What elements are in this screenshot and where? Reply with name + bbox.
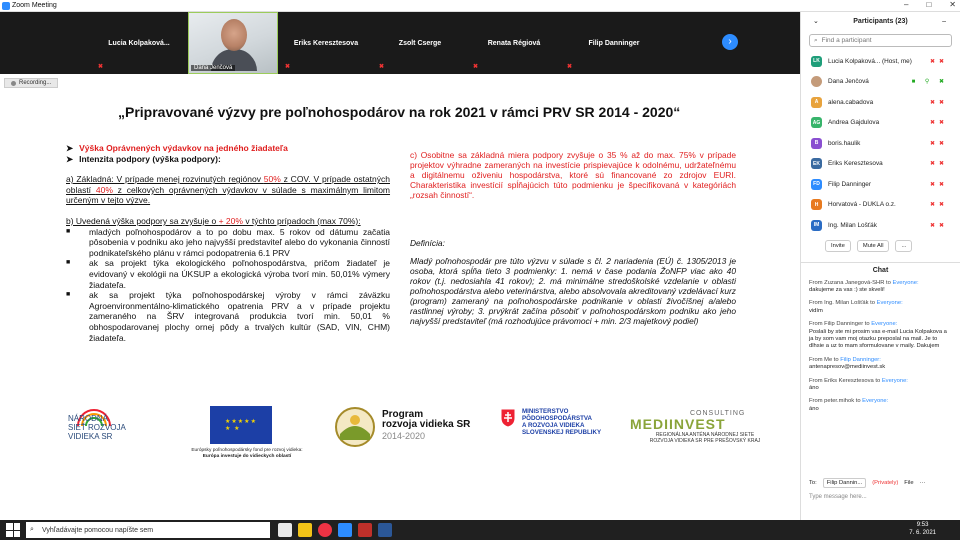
tile-name: Dana Jenčová xyxy=(191,65,235,71)
bullet-icon: ➤ xyxy=(66,143,74,153)
paragraph-b: b) Uvedená výška podpory sa zvyšuje o + 20% v týchto prípadoch (max 70%): xyxy=(66,215,361,226)
file-button[interactable]: File xyxy=(904,480,914,486)
avatar: B xyxy=(811,138,822,149)
search-icon: ⌕ xyxy=(814,36,818,44)
participant-row[interactable]: IM Ing. Milan Lošťák ✖✖ xyxy=(801,215,960,236)
paragraph-c: c) Osobitne sa základná miera podpory zvyšuje o 35 % až do max. 75% v prípade projektov výhradne zameraných na investície prispievajúce k odolnému, udržateľnému a digitálnemu oživeniu hospodárstva, ktoré sú financované zo zdrojov EURI. Charakteristika investícií spĺňajúcich túto podmienku je špecifikovaná v kategóriách „rozsah činností“. xyxy=(410,150,736,200)
eu-flag-icon: ★★★★★ ★ ★ xyxy=(210,406,272,444)
bullet-text: Výška Oprávnených výdavkov na jedného žiadateľa xyxy=(79,143,288,153)
muted-icons: ✖✖ xyxy=(929,99,948,106)
maximize-icon[interactable]: □ xyxy=(926,0,932,9)
zoom-logo-icon xyxy=(2,2,10,10)
muted-icons: ✖✖ xyxy=(929,58,948,65)
taskbar-clock[interactable]: 9:53 7. 6. 2021 xyxy=(909,522,936,536)
video-strip xyxy=(0,12,800,74)
muted-icons: ✖✖ xyxy=(929,120,948,127)
muted-icons: ✖✖ xyxy=(929,161,948,168)
participant-actions xyxy=(801,240,960,252)
increase-list xyxy=(66,227,390,344)
participant-row[interactable]: LK Lucia Kolpaková... (Host, me) ✖✖ xyxy=(801,51,960,72)
record-icon xyxy=(11,81,16,86)
tile-lucia[interactable] xyxy=(95,12,183,74)
muted-icons: ✖✖ xyxy=(929,202,948,209)
avatar xyxy=(811,76,822,87)
mic-muted-icon: ✖ xyxy=(285,64,291,70)
muted-icons: ✖✖ xyxy=(929,140,948,147)
chat-message: From Me to Filip Danninger: antenapresov@mediinvest.sk xyxy=(809,356,886,371)
close-icon[interactable]: ✕ xyxy=(949,0,956,9)
tile-zsolt[interactable] xyxy=(376,12,464,74)
minimize-icon[interactable]: – xyxy=(904,0,909,9)
title-bar xyxy=(0,0,960,12)
avatar: A xyxy=(811,97,822,108)
avatar: EK xyxy=(811,158,822,169)
task-view-icon[interactable] xyxy=(278,523,292,537)
slovak-coat-of-arms-icon xyxy=(500,408,516,428)
chat-message: From Ing. Milan Lošťák to Everyone: vidím xyxy=(809,300,903,314)
mic-muted-icon: ✖ xyxy=(473,64,479,70)
tile-name: Zsolt Cserge xyxy=(398,39,442,47)
more-button[interactable]: ... xyxy=(895,240,912,252)
window-title: Zoom Meeting xyxy=(12,2,57,9)
mic-muted-icon: ✖ xyxy=(567,64,573,70)
chat-header: Chat xyxy=(801,262,960,278)
participant-row[interactable]: B boris.haulik ✖✖ xyxy=(801,133,960,154)
slide-right-column xyxy=(410,150,736,326)
recording-indicator[interactable]: Recording... xyxy=(4,78,58,88)
participant-row[interactable]: FD Filip Danninger ✖✖ xyxy=(801,174,960,195)
participant-row[interactable]: AG Andrea Gajdulova ✖✖ xyxy=(812,119,948,127)
invite-button[interactable]: Invite xyxy=(825,240,851,252)
chevron-down-icon[interactable]: ⌄ xyxy=(813,18,819,25)
bullet-icon: ➤ xyxy=(66,153,74,164)
windows-start-icon[interactable] xyxy=(6,523,20,537)
avatar: LK xyxy=(811,56,822,67)
avatar: FD xyxy=(811,179,822,190)
tile-renata[interactable] xyxy=(470,12,558,74)
tile-name: Eriks Keresztesova xyxy=(293,39,359,47)
participant-row[interactable]: A alena.cabadova ✖✖ xyxy=(801,92,960,113)
avatar: AG xyxy=(811,117,822,128)
mic-muted-icon: ✖ xyxy=(379,64,385,70)
chat-recipient: To: Filip Dannin... (Privately) File ··· xyxy=(809,480,926,486)
recipient-select[interactable]: Filip Dannin... xyxy=(823,478,866,488)
list-item: ■ ak sa projekt týka poľnohospodárskej výroby v rámci záväzku Agroenvironmentálno-klimatického opatrenia PRV a v prípade projektu zameraného na ŠRV integrovaná produkcia tvorí min. 50,01 % obhospodarovanej plochy ornej pôdy a trvalých kultúr (SAD, VIN, CHM) žiadateľa. xyxy=(66,290,390,343)
muted-icons: ✖✖ xyxy=(929,222,948,229)
chat-message: From Zuzana Janegová-SHR to Everyone: dakujeme za vas :) ste skveli! xyxy=(809,279,919,293)
video-icons: ■ ⚲ ✖ xyxy=(911,79,948,86)
participant-row[interactable]: EK Eriks Keresztesova ✖✖ xyxy=(801,154,960,175)
more-icon[interactable]: ··· xyxy=(919,480,926,486)
tile-eriks[interactable] xyxy=(282,12,370,74)
search-icon: ⌕ xyxy=(30,526,34,533)
bullet-text: Intenzita podpory (výška podpory): xyxy=(79,153,221,164)
tile-name: Filip Danninger xyxy=(588,39,640,47)
chat-message: From Eriks Keresztesova to Everyone: áno xyxy=(809,377,908,391)
participant-row[interactable]: H Horvatová - DUKLA o.z. ✖✖ xyxy=(801,195,960,216)
tile-name: Renata Régiová xyxy=(487,39,541,47)
list-item: ■ ak sa projekt týka ekologického poľnohospodárstva, pričom žiadateľ je evidovaný v ekológii na ÚKSUP a ekologická výroba tvorí min. 50,01% výmery žiadateľa. xyxy=(66,258,390,290)
privately-label: (Privately) xyxy=(872,480,899,486)
file-explorer-icon[interactable] xyxy=(298,523,312,537)
chat-message: From peter.mihok to Everyone: áno xyxy=(809,398,889,412)
slide-title: „Pripravované výzvy pre poľnohospodárov na rok 2021 v rámci PRV SR 2014 - 2020“ xyxy=(118,104,681,120)
chat-log[interactable] xyxy=(801,278,960,418)
tile-name: Lucia Kolpaková... xyxy=(108,39,170,47)
logo-row: NÁRODNÁ SIEŤ ROZVOJA VIDIEKA SR ★★★★★ ★ ★ Európsky poľnohospodársky fond pre rozvoj vidieka: Európa investuje do vidieckych oblastí Program rozvoja vidieka SR 2014-2020 MINISTERSTVO PÔDOHOSPODÁRSTVA A ROZVOJA VIDIEKA SLOVENSKEJ REPUBLIKY CONSULTING MEDIINVEST REGIONÁLNA ANTÉNA NÁRODNEJ SIETE ROZVOJA VIDIEKA SR PRE PREŠOVSKÝ KRAJ xyxy=(68,408,761,459)
pdf-icon[interactable] xyxy=(358,523,372,537)
participant-list xyxy=(801,51,960,236)
participants-header: ⌄ Participants (23) – xyxy=(813,17,946,25)
list-item: ■ mladých poľnohospodárov a to po dobu max. 5 rokov od dátumu začatia pôsobenia v podniku ako jeho najvyšší predstaviteľ alebo do vykonania činností podnikateľského plánu v rámci podopatrenia 6.1 PRV xyxy=(66,227,390,259)
mute-all-button[interactable]: Mute All xyxy=(857,240,890,252)
avatar: IM xyxy=(811,220,822,231)
video-face xyxy=(221,19,247,51)
tile-filip[interactable] xyxy=(564,12,664,74)
slide-left-column xyxy=(66,143,390,343)
definition-text: Mladý poľnohospodár pre túto výzvu v súlade s čl. 2 nariadenia (EÚ) č. 1305/2013 je osoba, ktorá spĺňa tieto 3 podmienky: 1. nemá v čase podania ŽoNFP viac ako 40 rokov (t.j. nedosiahla 41 rokov); 2. má minimálne stredoškolské vzdelanie v oblasti poľnohospodárstva alebo veterinárstva, alebo absolvovala akreditovaný vzdelávací kurz (program) zameraný na poľnohospodárske podnikanie v oblasti živočíšnej a/alebo rastlinnej výroby; 3. prvýkrát začína pôsobiť v poľnohospodárskom podniku ako jeho najvyšší predstaviteľ (má rozhodujúce právomoci + min. 2/3 majetkový podiel) xyxy=(410,256,736,326)
chrome-icon[interactable] xyxy=(318,523,332,537)
prv-emblem-icon xyxy=(334,406,376,448)
definition-title: Definícia: xyxy=(410,238,445,248)
taskbar-search-input[interactable]: ⌕ Vyhľadávajte pomocou napíšte sem xyxy=(26,522,270,538)
sidebar xyxy=(800,12,960,520)
participant-row[interactable]: Dana Jenčová ■ ⚲ ✖ xyxy=(801,72,960,93)
chat-input[interactable]: Type message here... xyxy=(809,494,867,500)
avatar: H xyxy=(811,199,822,210)
paragraph-a: a) Základná: V prípade menej rozvinutých regiónov 50% z COV. V prípade ostatných oblastí 40% z celkových oprávnených výdavkov v súlade s maximálnym limitom určeným v tejto výzve. xyxy=(66,174,391,206)
muted-icons: ✖✖ xyxy=(929,181,948,188)
word-icon[interactable] xyxy=(378,523,392,537)
next-page-button[interactable]: › xyxy=(722,34,738,50)
tile-dana[interactable] xyxy=(188,12,278,74)
zoom-taskbar-icon[interactable] xyxy=(338,523,352,537)
participant-search-input[interactable]: ⌕ Find a participant xyxy=(809,34,952,47)
close-icon[interactable]: – xyxy=(942,17,946,25)
chat-message: From Filip Danninger to Everyone: Poslali by ste mi prosim vas e-mail Lucia Kolpakova a ja by som vam moj otazku preposlal na mail. Je to dlhsie a uz to mam sformulovane v maily. Dakujem xyxy=(809,321,947,350)
mic-muted-icon: ✖ xyxy=(98,64,104,70)
